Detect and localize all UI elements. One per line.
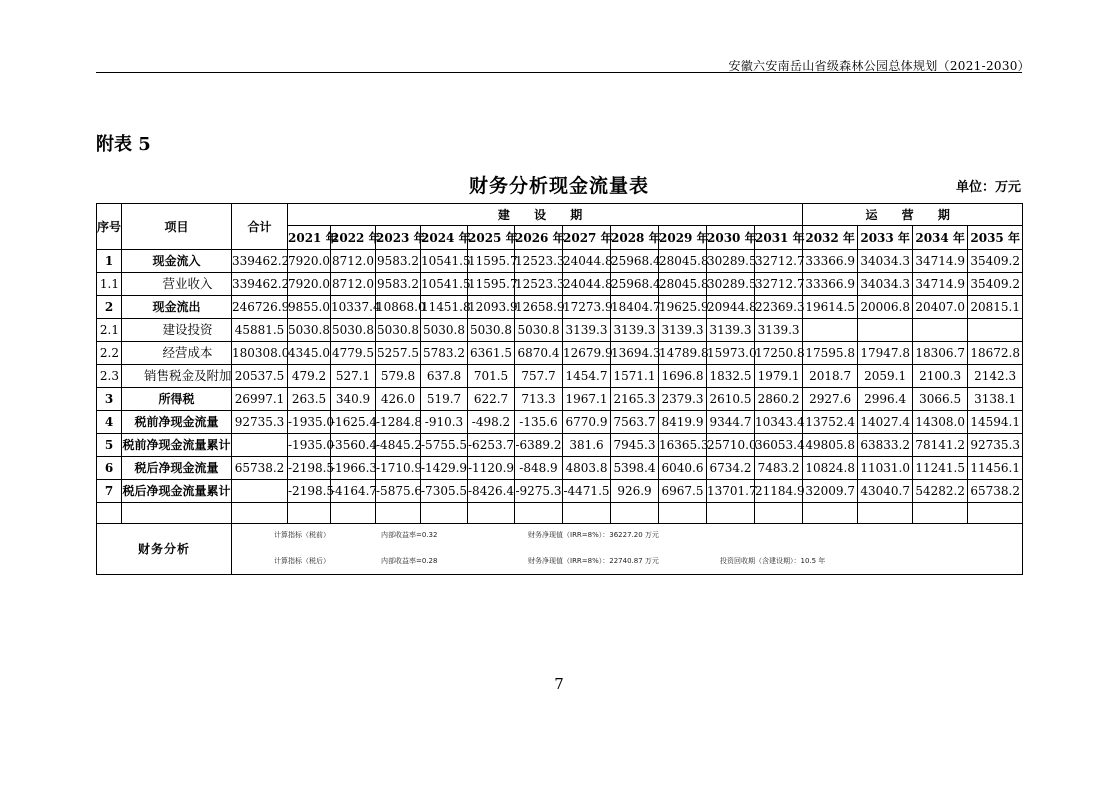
cell-value: 7483.2: [755, 457, 803, 480]
cell-value: 14594.1: [968, 411, 1023, 434]
cell-value: 33366.9: [803, 273, 858, 296]
cell-value: -1935.0: [288, 411, 331, 434]
cell-value: 18306.7: [913, 342, 968, 365]
cell-value: 9583.2: [376, 273, 421, 296]
cell-value: 8712.0: [331, 250, 376, 273]
column-header-index: 序号: [97, 204, 122, 250]
cell-value: 2165.3: [611, 388, 659, 411]
cell-value: 2059.1: [858, 365, 913, 388]
cell-value: 9583.2: [376, 250, 421, 273]
row-index: 5: [97, 434, 122, 457]
row-total: 246726.9: [232, 296, 288, 319]
indicator-pretax: 计算指标（税前）: [274, 531, 330, 539]
cell-value: 8419.9: [659, 411, 707, 434]
cell-value: 28045.8: [659, 273, 707, 296]
row-label: 建设投资: [122, 319, 232, 342]
cell-value: 35409.2: [968, 250, 1023, 273]
cell-value: -1935.0: [288, 434, 331, 457]
cell-value: [913, 319, 968, 342]
blank-cell: [659, 503, 707, 524]
cell-value: 65738.2: [968, 480, 1023, 503]
cell-value: 1967.1: [563, 388, 611, 411]
row-label: 销售税金及附加: [122, 365, 232, 388]
table-row: [97, 434, 1023, 457]
cell-value: -3560.4: [331, 434, 376, 457]
cell-value: 479.2: [288, 365, 331, 388]
row-index: 2.2: [97, 342, 122, 365]
year-header: 2027 年: [563, 226, 611, 250]
cell-value: 10541.5: [421, 250, 468, 273]
cell-value: -1120.9: [468, 457, 515, 480]
cell-value: 5030.8: [515, 319, 563, 342]
year-header: 2023 年: [376, 226, 421, 250]
blank-cell: [968, 503, 1023, 524]
npv-posttax: 财务净现值（IRR=8%）：22740.87 万元: [528, 557, 659, 565]
cell-value: 12523.3: [515, 273, 563, 296]
cell-value: 1571.1: [611, 365, 659, 388]
column-header-item: 项目: [122, 204, 232, 250]
cell-value: 340.9: [331, 388, 376, 411]
cell-value: 5030.8: [421, 319, 468, 342]
row-total: 26997.1: [232, 388, 288, 411]
blank-cell: [232, 503, 288, 524]
year-header: 2032 年: [803, 226, 858, 250]
cell-value: 33366.9: [803, 250, 858, 273]
cell-value: 19625.9: [659, 296, 707, 319]
cell-value: 25968.4: [611, 250, 659, 273]
payback-period: 投资回收期（含建设期）：10.5 年: [720, 557, 826, 565]
cell-value: 24044.8: [563, 250, 611, 273]
table-row: [97, 250, 1023, 273]
cell-value: 7920.0: [288, 250, 331, 273]
blank-cell: [707, 503, 755, 524]
cell-value: 5030.8: [376, 319, 421, 342]
group-header-construction: 建 设 期: [288, 204, 803, 226]
cell-value: 12679.9: [563, 342, 611, 365]
cell-value: 5030.8: [331, 319, 376, 342]
cell-value: -6389.2: [515, 434, 563, 457]
page-number: 7: [554, 675, 564, 693]
row-index: 1.1: [97, 273, 122, 296]
cell-value: 1454.7: [563, 365, 611, 388]
cell-value: 3139.3: [707, 319, 755, 342]
header-row-groups: [97, 204, 1023, 226]
row-label: 税前净现金流量累计: [122, 434, 232, 457]
cell-value: 14308.0: [913, 411, 968, 434]
year-header: 2026 年: [515, 226, 563, 250]
unit-label: 单位：万元: [955, 180, 1021, 195]
cell-value: 63833.2: [858, 434, 913, 457]
row-total: 339462.2: [232, 273, 288, 296]
cell-value: 4345.0: [288, 342, 331, 365]
cell-value: 34714.9: [913, 250, 968, 273]
cell-value: -4164.7: [331, 480, 376, 503]
cell-value: 20944.8: [707, 296, 755, 319]
blank-row: [97, 503, 1023, 524]
cell-value: 17595.8: [803, 342, 858, 365]
irr-posttax: 内部收益率=0.28: [381, 557, 438, 565]
table-row: [97, 457, 1023, 480]
cell-value: -1429.9: [421, 457, 468, 480]
cell-value: 622.7: [468, 388, 515, 411]
cell-value: 5030.8: [288, 319, 331, 342]
row-label: 营业收入: [122, 273, 232, 296]
indicator-posttax: 计算指标（税后）: [274, 557, 330, 565]
row-total: 65738.2: [232, 457, 288, 480]
cell-value: 54282.2: [913, 480, 968, 503]
cell-value: 78141.2: [913, 434, 968, 457]
blank-cell: [803, 503, 858, 524]
cell-value: -9275.3: [515, 480, 563, 503]
cell-value: -8426.4: [468, 480, 515, 503]
cell-value: -1625.4: [331, 411, 376, 434]
npv-pretax: 财务净现值（IRR=8%）：36227.20 万元: [528, 531, 659, 539]
cell-value: 2018.7: [803, 365, 858, 388]
cell-value: 18404.7: [611, 296, 659, 319]
cell-value: -910.3: [421, 411, 468, 434]
cell-value: 11595.7: [468, 250, 515, 273]
cell-value: 7945.3: [611, 434, 659, 457]
cell-value: 34034.3: [858, 250, 913, 273]
cell-value: 32009.7: [803, 480, 858, 503]
blank-cell: [421, 503, 468, 524]
cell-value: 3066.5: [913, 388, 968, 411]
cell-value: 32712.7: [755, 273, 803, 296]
table-row: [97, 365, 1023, 388]
cash-flow-table: [96, 203, 1023, 575]
year-header: 2031 年: [755, 226, 803, 250]
financial-analysis-label: 财务分析: [97, 524, 232, 575]
cell-value: 19614.5: [803, 296, 858, 319]
year-header: 2024 年: [421, 226, 468, 250]
row-total: [232, 480, 288, 503]
cell-value: 4779.5: [331, 342, 376, 365]
cell-value: 1696.8: [659, 365, 707, 388]
cell-value: 32712.7: [755, 250, 803, 273]
year-header: 2022 年: [331, 226, 376, 250]
cell-value: -4845.2: [376, 434, 421, 457]
row-total: [232, 434, 288, 457]
cell-value: 14789.8: [659, 342, 707, 365]
blank-cell: [376, 503, 421, 524]
table-row: [97, 388, 1023, 411]
cell-value: 9855.0: [288, 296, 331, 319]
irr-pretax: 内部收益率=0.32: [381, 531, 438, 539]
cell-value: 1832.5: [707, 365, 755, 388]
cell-value: -4471.5: [563, 480, 611, 503]
cell-value: 24044.8: [563, 273, 611, 296]
cell-value: 30289.5: [707, 273, 755, 296]
row-label: 税前净现金流量: [122, 411, 232, 434]
cell-value: 2927.6: [803, 388, 858, 411]
cell-value: 8712.0: [331, 273, 376, 296]
cell-value: 25710.0: [707, 434, 755, 457]
cell-value: 6967.5: [659, 480, 707, 503]
cell-value: 20815.1: [968, 296, 1023, 319]
cell-value: 527.1: [331, 365, 376, 388]
cell-value: 13752.4: [803, 411, 858, 434]
cell-value: 13701.7: [707, 480, 755, 503]
cell-value: 14027.4: [858, 411, 913, 434]
blank-cell: [288, 503, 331, 524]
cell-value: 6734.2: [707, 457, 755, 480]
row-index: 4: [97, 411, 122, 434]
cell-value: 22369.3: [755, 296, 803, 319]
cell-value: 11031.0: [858, 457, 913, 480]
table-row: [97, 319, 1023, 342]
cell-value: -6253.7: [468, 434, 515, 457]
cell-value: 519.7: [421, 388, 468, 411]
cell-value: 28045.8: [659, 250, 707, 273]
cell-value: 2996.4: [858, 388, 913, 411]
cell-value: 20407.0: [913, 296, 968, 319]
row-index: 2.3: [97, 365, 122, 388]
blank-cell: [331, 503, 376, 524]
table-row: [97, 342, 1023, 365]
blank-cell: [122, 503, 232, 524]
cell-value: 34034.3: [858, 273, 913, 296]
cell-value: [858, 319, 913, 342]
running-header: 安徽六安南岳山省级森林公园总体规划（2021-2030）: [728, 59, 1030, 73]
cell-value: 17250.8: [755, 342, 803, 365]
cell-value: -1284.8: [376, 411, 421, 434]
cell-value: 4803.8: [563, 457, 611, 480]
year-header: 2033 年: [858, 226, 913, 250]
cell-value: 9344.7: [707, 411, 755, 434]
cell-value: 263.5: [288, 388, 331, 411]
cell-value: 7563.7: [611, 411, 659, 434]
cell-value: 5398.4: [611, 457, 659, 480]
blank-cell: [913, 503, 968, 524]
cell-value: 6361.5: [468, 342, 515, 365]
year-header: 2035 年: [968, 226, 1023, 250]
cell-value: -1710.9: [376, 457, 421, 480]
cell-value: -848.9: [515, 457, 563, 480]
cell-value: 35409.2: [968, 273, 1023, 296]
header-rule: [96, 72, 1022, 73]
cell-value: 2100.3: [913, 365, 968, 388]
cell-value: 381.6: [563, 434, 611, 457]
cell-value: 926.9: [611, 480, 659, 503]
row-label: 税后净现金流量: [122, 457, 232, 480]
cell-value: 11595.7: [468, 273, 515, 296]
row-index: 2.1: [97, 319, 122, 342]
cell-value: 6770.9: [563, 411, 611, 434]
row-total: 92735.3: [232, 411, 288, 434]
year-header: 2021 年: [288, 226, 331, 250]
cell-value: 5783.2: [421, 342, 468, 365]
cell-value: 15973.0: [707, 342, 755, 365]
cell-value: 18672.8: [968, 342, 1023, 365]
blank-cell: [755, 503, 803, 524]
blank-cell: [515, 503, 563, 524]
column-header-total: 合计: [232, 204, 288, 250]
cell-value: 20006.8: [858, 296, 913, 319]
year-header: 2029 年: [659, 226, 707, 250]
row-label: 经营成本: [122, 342, 232, 365]
cell-value: 10337.4: [331, 296, 376, 319]
blank-cell: [858, 503, 913, 524]
row-label: 现金流入: [122, 250, 232, 273]
cell-value: [803, 319, 858, 342]
cell-value: 637.8: [421, 365, 468, 388]
cell-value: 11451.8: [421, 296, 468, 319]
cell-value: 2142.3: [968, 365, 1023, 388]
year-header: 2034 年: [913, 226, 968, 250]
row-total: 45881.5: [232, 319, 288, 342]
blank-cell: [611, 503, 659, 524]
cell-value: 5257.5: [376, 342, 421, 365]
cell-value: 17947.8: [858, 342, 913, 365]
cell-value: 11241.5: [913, 457, 968, 480]
cell-value: 10343.4: [755, 411, 803, 434]
cell-value: 12658.9: [515, 296, 563, 319]
cell-value: 3139.3: [563, 319, 611, 342]
cell-value: -135.6: [515, 411, 563, 434]
cell-value: 12523.3: [515, 250, 563, 273]
cell-value: 6040.6: [659, 457, 707, 480]
row-index: 7: [97, 480, 122, 503]
cell-value: 17273.9: [563, 296, 611, 319]
table-row: [97, 296, 1023, 319]
row-total: 339462.2: [232, 250, 288, 273]
cell-value: 2860.2: [755, 388, 803, 411]
cell-value: 34714.9: [913, 273, 968, 296]
cell-value: 21184.9: [755, 480, 803, 503]
cell-value: -2198.5: [288, 480, 331, 503]
table-title: 财务分析现金流量表: [468, 175, 649, 197]
cell-value: -5755.5: [421, 434, 468, 457]
row-index: 3: [97, 388, 122, 411]
cell-value: 36053.4: [755, 434, 803, 457]
cell-value: -7305.5: [421, 480, 468, 503]
row-index: 2: [97, 296, 122, 319]
blank-cell: [563, 503, 611, 524]
row-index: 1: [97, 250, 122, 273]
cell-value: 49805.8: [803, 434, 858, 457]
cell-value: 3139.3: [755, 319, 803, 342]
financial-analysis-content: [232, 524, 1023, 575]
cell-value: 13694.3: [611, 342, 659, 365]
cell-value: 426.0: [376, 388, 421, 411]
row-label: 税后净现金流量累计: [122, 480, 232, 503]
financial-analysis-row: [97, 524, 1023, 575]
year-header: 2030 年: [707, 226, 755, 250]
cell-value: 2610.5: [707, 388, 755, 411]
cell-value: 579.8: [376, 365, 421, 388]
row-label: 现金流出: [122, 296, 232, 319]
cell-value: 10824.8: [803, 457, 858, 480]
cell-value: 713.3: [515, 388, 563, 411]
cell-value: -498.2: [468, 411, 515, 434]
cell-value: 11456.1: [968, 457, 1023, 480]
cell-value: 3139.3: [611, 319, 659, 342]
cell-value: 2379.3: [659, 388, 707, 411]
cell-value: -1966.3: [331, 457, 376, 480]
blank-cell: [468, 503, 515, 524]
cell-value: 1979.1: [755, 365, 803, 388]
cell-value: 3139.3: [659, 319, 707, 342]
cell-value: 3138.1: [968, 388, 1023, 411]
table-row: [97, 273, 1023, 296]
cell-value: 10541.5: [421, 273, 468, 296]
cell-value: 757.7: [515, 365, 563, 388]
row-total: 180308.0: [232, 342, 288, 365]
cell-value: 12093.9: [468, 296, 515, 319]
table-row: [97, 411, 1023, 434]
row-total: 20537.5: [232, 365, 288, 388]
cell-value: [968, 319, 1023, 342]
cell-value: -5875.6: [376, 480, 421, 503]
row-label: 所得税: [122, 388, 232, 411]
year-header: 2025 年: [468, 226, 515, 250]
cell-value: -2198.5: [288, 457, 331, 480]
cell-value: 25968.4: [611, 273, 659, 296]
cell-value: 6870.4: [515, 342, 563, 365]
cell-value: 10868.0: [376, 296, 421, 319]
cell-value: 7920.0: [288, 273, 331, 296]
cell-value: 701.5: [468, 365, 515, 388]
cell-value: 92735.3: [968, 434, 1023, 457]
cell-value: 43040.7: [858, 480, 913, 503]
cell-value: 5030.8: [468, 319, 515, 342]
table-row: [97, 480, 1023, 503]
row-index: 6: [97, 457, 122, 480]
blank-cell: [97, 503, 122, 524]
appendix-label: 附表 5: [96, 134, 151, 155]
cell-value: 16365.3: [659, 434, 707, 457]
group-header-operation: 运 营 期: [803, 204, 1023, 226]
cell-value: 30289.5: [707, 250, 755, 273]
year-header: 2028 年: [611, 226, 659, 250]
